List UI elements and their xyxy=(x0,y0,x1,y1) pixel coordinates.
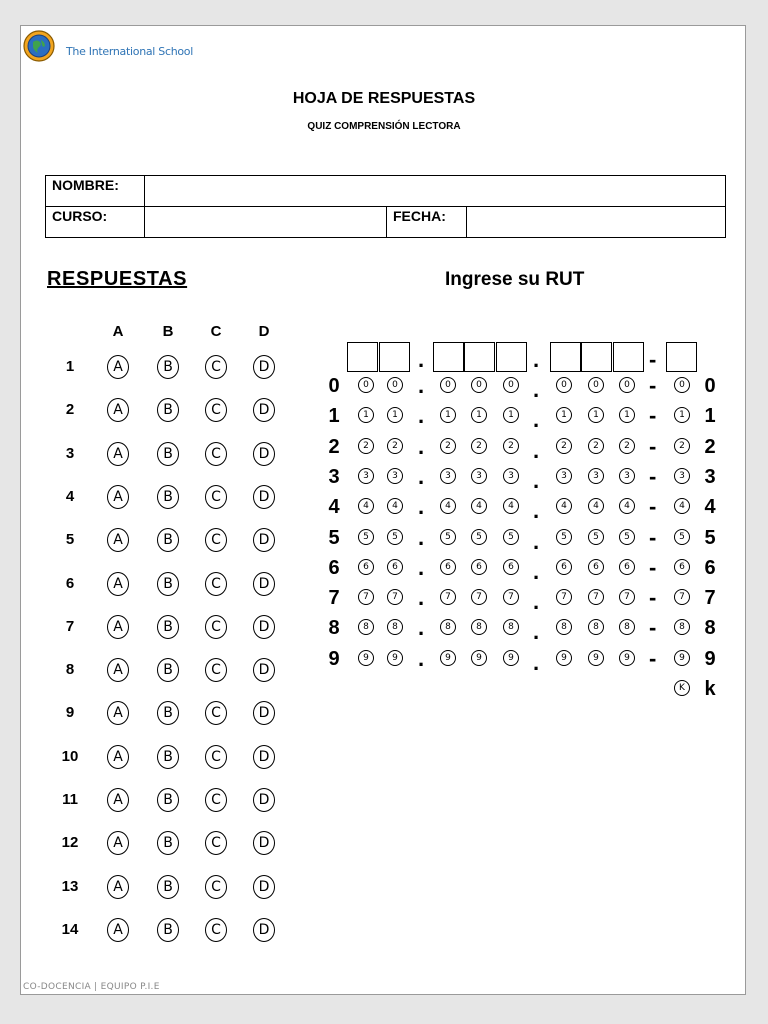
answer-bubble[interactable]: A xyxy=(107,528,129,552)
rut-row-label-left: 2 xyxy=(328,435,340,458)
rut-digit-bubble[interactable]: 2 xyxy=(503,438,519,454)
rut-digit-bubble[interactable]: 1 xyxy=(503,407,519,423)
name-label: NOMBRE: xyxy=(46,176,145,207)
rut-digit-bubble[interactable]: 7 xyxy=(503,589,519,605)
rut-digit-bubble[interactable]: 4 xyxy=(619,498,635,514)
rut-digit-bubble[interactable]: 6 xyxy=(358,559,374,575)
rut-digit-bubble[interactable]: 7 xyxy=(387,589,403,605)
rut-digit-box[interactable] xyxy=(581,342,612,372)
rut-row-label-left: 3 xyxy=(328,465,340,488)
answer-bubble[interactable]: B xyxy=(157,355,179,379)
rut-dot-separator: . xyxy=(418,615,425,641)
rut-digit-bubble[interactable]: 5 xyxy=(588,529,604,545)
rut-dot-separator: . xyxy=(418,585,425,611)
rut-digit-bubble[interactable]: 8 xyxy=(503,619,519,635)
rut-row-label-left: 6 xyxy=(328,556,340,579)
answer-bubble[interactable]: B xyxy=(157,831,179,855)
rut-row-label-left: 5 xyxy=(328,526,340,549)
rut-row-label-right: 6 xyxy=(704,556,716,579)
rut-digit-bubble[interactable]: 0 xyxy=(674,377,690,393)
rut-row-label-k: k xyxy=(704,678,716,700)
rut-dot-separator: . xyxy=(533,437,540,463)
rut-digit-bubble[interactable]: 1 xyxy=(588,407,604,423)
question-number: 12 xyxy=(61,834,79,852)
rut-digit-bubble[interactable]: 8 xyxy=(358,619,374,635)
rut-digit-bubble[interactable]: 6 xyxy=(503,559,519,575)
rut-digit-bubble[interactable]: 9 xyxy=(440,650,456,666)
rut-dash-separator: - xyxy=(649,615,657,641)
question-number: 3 xyxy=(65,444,75,462)
answer-bubble[interactable]: C xyxy=(205,745,227,769)
rut-digit-bubble[interactable]: 7 xyxy=(619,589,635,605)
answer-column-header: B xyxy=(162,323,174,340)
rut-digit-bubble[interactable]: 4 xyxy=(358,498,374,514)
answer-bubble[interactable]: B xyxy=(157,788,179,812)
answer-bubble[interactable]: B xyxy=(157,572,179,596)
footer-text: CO-DOCENCIA | EQUIPO P.I.E xyxy=(23,982,160,992)
rut-digit-bubble[interactable]: 3 xyxy=(556,468,572,484)
rut-digit-bubble[interactable]: 6 xyxy=(387,559,403,575)
answer-bubble[interactable]: A xyxy=(107,918,129,942)
answer-bubble[interactable]: C xyxy=(205,615,227,639)
question-number: 11 xyxy=(62,791,78,808)
answer-bubble[interactable]: C xyxy=(205,572,227,596)
rut-digit-bubble[interactable]: 3 xyxy=(387,468,403,484)
rut-dash-separator: - xyxy=(649,373,657,398)
rut-digit-bubble[interactable]: 7 xyxy=(440,589,456,605)
sheet-subtitle: QUIZ COMPRENSIÓN LECTORA xyxy=(307,121,461,132)
answer-bubble[interactable]: C xyxy=(205,875,227,899)
answer-bubble[interactable]: D xyxy=(253,875,275,899)
answer-bubble[interactable]: D xyxy=(253,442,275,466)
rut-dot-separator: . xyxy=(418,403,425,429)
rut-digit-bubble[interactable]: 1 xyxy=(556,407,572,423)
answer-bubble[interactable]: D xyxy=(253,572,275,596)
answer-bubble[interactable]: B xyxy=(157,528,179,552)
rut-dot-separator: . xyxy=(533,649,540,675)
rut-row-label-right: 2 xyxy=(704,435,716,458)
answer-bubble[interactable]: B xyxy=(157,745,179,769)
rut-dot-separator: . xyxy=(418,554,425,580)
rut-digit-bubble[interactable]: 1 xyxy=(619,407,635,423)
answer-bubble[interactable]: B xyxy=(157,615,179,639)
answer-column-header: D xyxy=(258,323,270,340)
student-info-table xyxy=(45,175,726,238)
rut-digit-bubble[interactable]: 4 xyxy=(503,498,519,514)
rut-digit-bubble[interactable]: 1 xyxy=(358,407,374,423)
rut-digit-bubble[interactable]: 8 xyxy=(619,619,635,635)
question-number: 13 xyxy=(61,877,79,895)
rut-dot-separator: . xyxy=(418,433,425,459)
rut-dot-separator: . xyxy=(418,373,425,398)
rut-digit-bubble[interactable]: 6 xyxy=(588,559,604,575)
rut-digit-bubble[interactable]: 1 xyxy=(440,407,456,423)
answer-bubble[interactable]: A xyxy=(107,788,129,812)
rut-digit-bubble[interactable]: 7 xyxy=(674,589,690,605)
answer-bubble[interactable]: C xyxy=(205,918,227,942)
rut-digit-box[interactable] xyxy=(433,342,464,372)
answer-sheet-page xyxy=(20,25,746,995)
answer-bubble[interactable]: A xyxy=(107,701,129,725)
answers-title: RESPUESTAS xyxy=(47,268,188,290)
rut-digit-bubble[interactable]: 2 xyxy=(387,438,403,454)
answer-bubble[interactable]: D xyxy=(253,745,275,769)
rut-digit-bubble[interactable]: 7 xyxy=(358,589,374,605)
rut-digit-bubble[interactable]: 3 xyxy=(503,468,519,484)
course-field[interactable] xyxy=(145,207,387,238)
rut-digit-bubble[interactable]: 3 xyxy=(440,468,456,484)
answer-bubble[interactable]: B xyxy=(157,701,179,725)
answer-bubble[interactable]: A xyxy=(107,442,129,466)
rut-row-label-right: 4 xyxy=(704,496,716,519)
question-number: 4 xyxy=(65,487,75,505)
answer-bubble[interactable]: B xyxy=(157,485,179,509)
rut-row-label-right: 0 xyxy=(704,375,716,397)
question-number: 6 xyxy=(65,574,75,592)
name-field[interactable] xyxy=(145,176,726,207)
answer-bubble[interactable]: C xyxy=(205,485,227,509)
rut-digit-bubble[interactable]: 8 xyxy=(588,619,604,635)
answer-bubble[interactable]: A xyxy=(107,398,129,422)
rut-digit-bubble[interactable]: 6 xyxy=(674,559,690,575)
school-logo-icon xyxy=(23,30,55,62)
question-number: 10 xyxy=(61,747,79,765)
rut-digit-box[interactable] xyxy=(496,342,527,372)
rut-digit-bubble[interactable]: 5 xyxy=(619,529,635,545)
rut-dot-separator: . xyxy=(533,467,540,493)
rut-dot-separator: . xyxy=(533,619,540,645)
rut-dash-separator: - xyxy=(649,463,657,489)
rut-digit-bubble[interactable]: 4 xyxy=(674,498,690,514)
question-number: 9 xyxy=(65,704,75,722)
rut-digit-bubble[interactable]: 4 xyxy=(440,498,456,514)
answer-bubble[interactable]: C xyxy=(205,528,227,552)
answer-bubble[interactable]: D xyxy=(253,528,275,552)
rut-row-label-left: 0 xyxy=(328,375,340,397)
rut-digit-bubble[interactable]: 3 xyxy=(471,468,487,484)
rut-row-label-left: 4 xyxy=(328,496,340,519)
rut-digit-box[interactable] xyxy=(666,342,697,372)
rut-digit-bubble[interactable]: 6 xyxy=(619,559,635,575)
answer-bubble[interactable]: C xyxy=(205,442,227,466)
rut-dot-separator: . xyxy=(533,528,540,554)
rut-row-label-left: 9 xyxy=(328,647,340,670)
rut-digit-bubble[interactable]: 5 xyxy=(556,529,572,545)
rut-dot-separator: . xyxy=(533,377,540,402)
rut-digit-bubble[interactable]: 0 xyxy=(471,377,487,393)
rut-digit-bubble[interactable]: 2 xyxy=(556,438,572,454)
rut-digit-bubble[interactable]: 5 xyxy=(358,529,374,545)
rut-digit-bubble[interactable]: 9 xyxy=(619,650,635,666)
rut-digit-bubble[interactable]: 9 xyxy=(588,650,604,666)
answer-bubble[interactable]: B xyxy=(157,398,179,422)
rut-digit-bubble[interactable]: 8 xyxy=(674,619,690,635)
school-name: The International School xyxy=(66,45,193,58)
answer-bubble[interactable]: B xyxy=(157,918,179,942)
rut-dot-separator: . xyxy=(418,463,425,489)
rut-digit-bubble[interactable]: 6 xyxy=(556,559,572,575)
date-field[interactable] xyxy=(467,207,726,238)
rut-digit-bubble[interactable]: 5 xyxy=(387,529,403,545)
rut-dash-separator: - xyxy=(649,494,657,520)
answer-bubble[interactable]: A xyxy=(107,745,129,769)
answer-bubble[interactable]: A xyxy=(107,831,129,855)
rut-digit-bubble[interactable]: 3 xyxy=(358,468,374,484)
answer-bubble[interactable]: A xyxy=(107,485,129,509)
date-label: FECHA: xyxy=(387,207,467,238)
rut-digit-bubble[interactable]: 9 xyxy=(387,650,403,666)
rut-digit-bubble[interactable]: 7 xyxy=(556,589,572,605)
rut-digit-bubble[interactable]: 5 xyxy=(440,529,456,545)
answer-bubble[interactable]: D xyxy=(253,831,275,855)
answer-bubble[interactable]: A xyxy=(107,615,129,639)
answer-bubble[interactable]: C xyxy=(205,658,227,682)
answer-bubble[interactable]: A xyxy=(107,875,129,899)
rut-dot-separator: . xyxy=(533,407,540,433)
answer-bubble[interactable]: C xyxy=(205,701,227,725)
rut-digit-bubble[interactable]: 8 xyxy=(556,619,572,635)
rut-dash-separator: - xyxy=(649,433,657,459)
rut-dash-separator: - xyxy=(649,585,657,611)
rut-dot-separator: . xyxy=(533,589,540,615)
answer-bubble[interactable]: D xyxy=(253,658,275,682)
answer-bubble[interactable]: B xyxy=(157,442,179,466)
rut-digit-bubble[interactable]: 0 xyxy=(503,377,519,393)
rut-dash-separator: - xyxy=(649,524,657,550)
rut-dot-separator: . xyxy=(418,347,425,372)
rut-digit-bubble[interactable]: 8 xyxy=(471,619,487,635)
rut-digit-bubble[interactable]: 0 xyxy=(358,377,374,393)
rut-dash-separator: - xyxy=(649,403,657,429)
rut-digit-bubble[interactable]: 3 xyxy=(588,468,604,484)
rut-digit-bubble[interactable]: 8 xyxy=(387,619,403,635)
rut-digit-bubble[interactable]: 2 xyxy=(440,438,456,454)
rut-digit-box[interactable] xyxy=(379,342,410,372)
rut-digit-bubble[interactable]: 1 xyxy=(674,407,690,423)
question-number: 1 xyxy=(65,358,75,375)
rut-dot-separator: . xyxy=(418,494,425,520)
rut-digit-bubble[interactable]: 2 xyxy=(358,438,374,454)
rut-row-label-right: 8 xyxy=(704,617,716,640)
rut-digit-bubble[interactable]: 2 xyxy=(674,438,690,454)
answer-bubble[interactable]: C xyxy=(205,788,227,812)
answer-column-header: A xyxy=(112,323,124,340)
rut-dot-separator: . xyxy=(418,524,425,550)
rut-digit-bubble[interactable]: 9 xyxy=(503,650,519,666)
rut-row-label-right: 1 xyxy=(704,405,716,428)
answer-bubble[interactable]: A xyxy=(107,658,129,682)
rut-digit-bubble[interactable]: 7 xyxy=(588,589,604,605)
rut-digit-bubble[interactable]: 4 xyxy=(471,498,487,514)
rut-digit-bubble[interactable]: 0 xyxy=(440,377,456,393)
rut-digit-bubble[interactable]: 9 xyxy=(358,650,374,666)
rut-digit-bubble[interactable]: 6 xyxy=(471,559,487,575)
answer-bubble[interactable]: C xyxy=(205,355,227,379)
rut-dot-separator: . xyxy=(533,498,540,524)
rut-digit-bubble[interactable]: 2 xyxy=(588,438,604,454)
answer-bubble[interactable]: B xyxy=(157,875,179,899)
rut-verifier-k-bubble[interactable]: K xyxy=(674,680,690,696)
answer-bubble[interactable]: D xyxy=(253,485,275,509)
rut-digit-bubble[interactable]: 0 xyxy=(619,377,635,393)
rut-digit-bubble[interactable]: 4 xyxy=(556,498,572,514)
answer-bubble[interactable]: D xyxy=(253,918,275,942)
rut-row-label-right: 9 xyxy=(704,647,716,670)
answer-bubble[interactable]: D xyxy=(253,788,275,812)
rut-dot-separator: . xyxy=(418,645,425,671)
rut-title: Ingrese su RUT xyxy=(445,269,585,290)
question-number: 14 xyxy=(61,920,79,938)
rut-digit-bubble[interactable]: 5 xyxy=(674,529,690,545)
answer-bubble[interactable]: A xyxy=(107,572,129,596)
course-label: CURSO: xyxy=(46,207,145,238)
rut-digit-bubble[interactable]: 0 xyxy=(387,377,403,393)
rut-digit-bubble[interactable]: 2 xyxy=(619,438,635,454)
rut-digit-bubble[interactable]: 9 xyxy=(556,650,572,666)
rut-digit-bubble[interactable]: 3 xyxy=(619,468,635,484)
rut-row-label-right: 7 xyxy=(704,587,716,610)
rut-digit-box[interactable] xyxy=(550,342,581,372)
rut-digit-bubble[interactable]: 3 xyxy=(674,468,690,484)
rut-digit-bubble[interactable]: 1 xyxy=(471,407,487,423)
rut-digit-bubble[interactable]: 1 xyxy=(387,407,403,423)
rut-digit-bubble[interactable]: 0 xyxy=(588,377,604,393)
rut-digit-bubble[interactable]: 2 xyxy=(471,438,487,454)
question-number: 5 xyxy=(65,531,75,549)
answer-bubble[interactable]: C xyxy=(205,398,227,422)
rut-dash-separator: - xyxy=(649,347,657,372)
answer-bubble[interactable]: D xyxy=(253,701,275,725)
rut-digit-box[interactable] xyxy=(464,342,495,372)
sheet-title: HOJA DE RESPUESTAS xyxy=(292,90,476,107)
answer-bubble[interactable]: B xyxy=(157,658,179,682)
rut-digit-bubble[interactable]: 9 xyxy=(471,650,487,666)
rut-row-label-right: 3 xyxy=(704,465,716,488)
rut-digit-bubble[interactable]: 4 xyxy=(588,498,604,514)
rut-row-label-left: 7 xyxy=(328,587,340,610)
rut-digit-bubble[interactable]: 6 xyxy=(440,559,456,575)
rut-digit-box[interactable] xyxy=(613,342,644,372)
rut-row-label-right: 5 xyxy=(704,526,716,549)
answer-bubble[interactable]: A xyxy=(107,355,129,379)
rut-digit-bubble[interactable]: 5 xyxy=(503,529,519,545)
rut-digit-bubble[interactable]: 0 xyxy=(556,377,572,393)
rut-row-label-left: 1 xyxy=(328,405,340,428)
question-number: 8 xyxy=(65,661,75,679)
rut-digit-bubble[interactable]: 8 xyxy=(440,619,456,635)
rut-digit-bubble[interactable]: 4 xyxy=(387,498,403,514)
answer-bubble[interactable]: D xyxy=(253,398,275,422)
rut-dash-separator: - xyxy=(649,645,657,671)
rut-row-label-left: 8 xyxy=(328,617,340,640)
question-number: 7 xyxy=(65,617,75,635)
answer-column-header: C xyxy=(210,323,222,340)
rut-digit-box[interactable] xyxy=(347,342,378,372)
question-number: 2 xyxy=(65,401,75,419)
rut-dash-separator: - xyxy=(649,554,657,580)
rut-digit-bubble[interactable]: 9 xyxy=(674,650,690,666)
answer-bubble[interactable]: D xyxy=(253,615,275,639)
rut-digit-bubble[interactable]: 5 xyxy=(471,529,487,545)
answer-bubble[interactable]: C xyxy=(205,831,227,855)
answer-bubble[interactable]: D xyxy=(253,355,275,379)
rut-dot-separator: . xyxy=(533,558,540,584)
rut-dot-separator: . xyxy=(533,347,540,372)
rut-digit-bubble[interactable]: 7 xyxy=(471,589,487,605)
